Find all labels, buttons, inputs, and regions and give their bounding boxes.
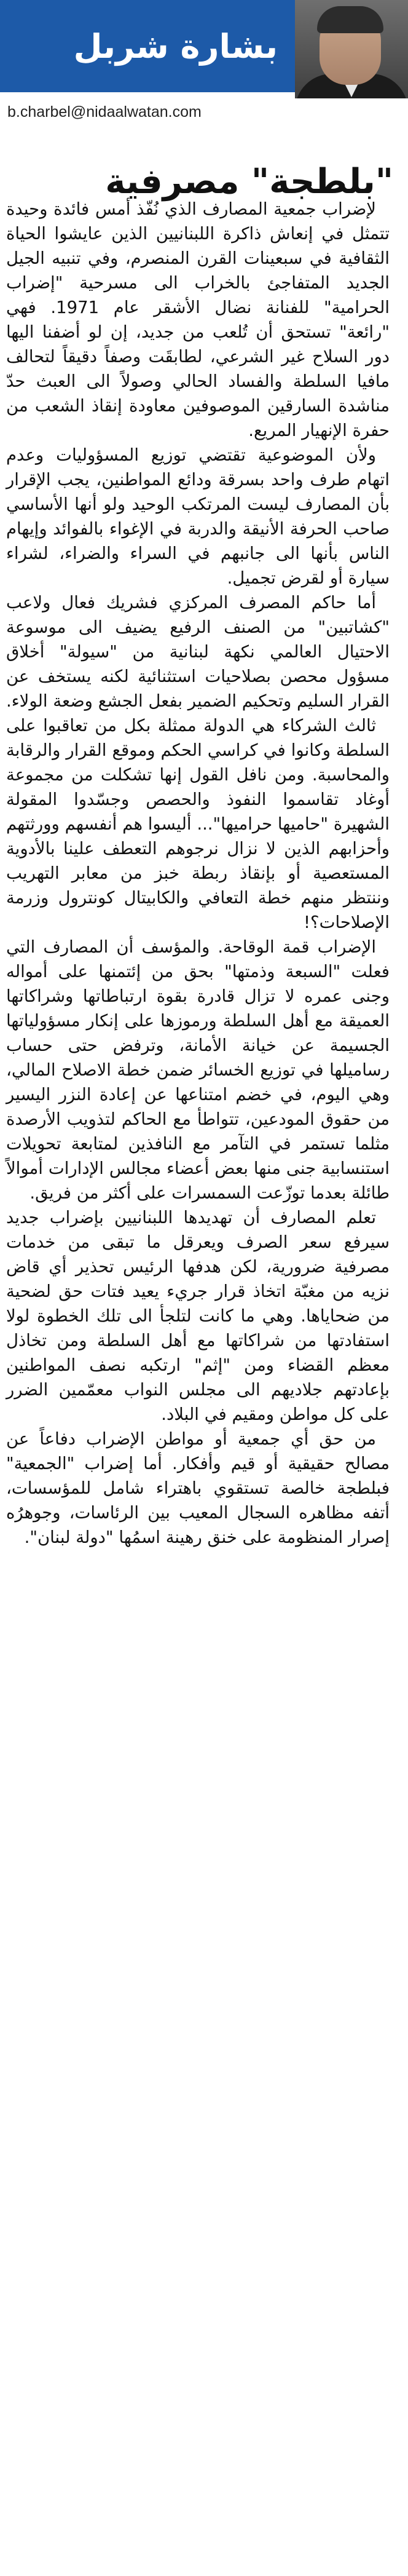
author-name-band bbox=[0, 0, 295, 92]
column-header bbox=[0, 0, 408, 101]
article-paragraph: ثالث الشركاء هي الدولة ممثلة بكل من تعاقبوا على السلطة وكانوا في كراسي الحكم وموقع القرار والرقابة والمحاسبة. ومن نافل القول إنها تشكلت من مجموعة أوغاد تقاسموا النفوذ والحصص وجسّدوا المقولة الشهيرة "حاميها حراميها"... أليسوا هم أنفسهم وورثتهم وأحزابهم الذين لا نزال نرجوهم التعطف علينا بالأدوية المستعصية أو بإنقاذ ربطة خبز من معابر التهريب وننتظر منهم خطة التعافي والكابيتال كونترول وزرمة الإصلاحات؟! bbox=[6, 716, 390, 932]
author-photo-hair bbox=[317, 6, 383, 33]
article-body bbox=[6, 197, 390, 1550]
article-paragraph: أما حاكم المصرف المركزي فشريك فعال ولاعب "كشاتبين" من الصنف الرفيع يضيف الى موسوعة الاحتيال العالمي نكهة لبنانية من "سيولة" أخلاق مسؤول محصن بصلاحيات استثنائية لكنه يستخف عن القرار السليم وتحكيم الضمير بفعل الجشع وضعة الولاء. bbox=[6, 593, 390, 711]
article-paragraph: لإضراب جمعية المصارف الذي نُفّذ أمس فائدة وحيدة تتمثل في إنعاش ذاكرة اللبنانيين الذين عايشوا الحياة الثقافية في سبعينات القرن المنصرم، وفي تنبيه الجيل الجديد المتفاجئ بالخراب الى مسرحية "إضراب الحرامية" للفنانة نضال الأشقر عام 1971. فهي "رائعة" تستحق أن تُلعب من جديد، إن لو أضفنا اليها دور السلاح غير الشرعي، لطابقَت وصفاً دقيقاً لتحالف مافيا السلطة والفساد الحالي وصولاً الى العبث حدّ مناشدة السارقين الموصوفين معاودة إنقاذ الشعب من حفرة الإنهيار المريع. bbox=[6, 199, 390, 440]
article-title: "بلطجة" مصرفية bbox=[105, 161, 393, 202]
author-name: بشارة شربل bbox=[73, 26, 278, 66]
author-photo bbox=[295, 0, 408, 98]
article-paragraph: من حق أي جمعية أو مواطن الإضراب دفاعاً عن مصالح حقيقية أو قيم وأفكار. أما إضراب "الجمعية" فبلطجة خالصة تستقوي باهتراء شامل للمؤسسات، أتفه مظاهره السجال المعيب بين الرئاسات، وجوهرُه إصرار المنظومة على خنق رهينة اسمُها "دولة لبنان". bbox=[6, 1429, 390, 1547]
author-email[interactable]: b.charbel@nidaalwatan.com bbox=[7, 103, 202, 121]
article-paragraph: الإضراب قمة الوقاحة. والمؤسف أن المصارف التي فعلت "السبعة وذمتها" بحق من إئتمنها على أمواله وجنى عمره لا تزال قادرة بقوة ارتباطاتها وشراكاتها العميقة مع أهل السلطة ورموزها على إنكار مسؤولياتها الجسيمة عن خيانة الأمانة، وترفض حتى حساب رساميلها في توزيع الخسائر ضمن خطة الاصلاح المالي، وهي اليوم، في خضم امتناعها عن إعادة النزر اليسير من حقوق المودعين، تتواطأ مع الحاكم لتذويب الأرصدة مثلما تستمر في التآمر مع النافذين لمتابعة تحويلات استنسابية جنى منها بعض أعضاء مجالس الإدارات أموالاً طائلة بعدما توزّعت السمسرات على أكثر من فريق. bbox=[6, 937, 390, 1203]
article-paragraph: تعلم المصارف أن تهديدها اللبنانيين بإضراب جديد سيرفع سعر الصرف ويعرقل ما تبقى من خدمات مصرفية ضرورية، لكن هدفها الرئيس تحذير أي قاض نزيه من مغبّة اتخاذ قرار جريء يعيد فتات حق لضحية من ضحاياها. وهي ما كانت لتلجأ الى تلك الخطوة لولا استفادتها من شراكاتها مع أهل السلطة ومن تخاذل معظم القضاء ومن "إثم" ارتكبه نصف المواطنين بإعادتهم جلاديهم الى مجلس النواب معمّمين الضرر على كل مواطن ومقيم في البلاد. bbox=[6, 1208, 390, 1424]
article-paragraph: ولأن الموضوعية تقتضي توزيع المسؤوليات وعدم اتهام طرف واحد بسرقة ودائع المواطنين، يجب الإقرار بأن المصارف ليست المرتكب الوحيد ولو أنها الأساسي صاحب الحرفة الأنيقة والدربة في الإغواء بالفوائد وإيهام الناس بأنها الى جانبهم في السراء والضراء، لشراء سيارة أو لقرض تجميل. bbox=[6, 445, 390, 588]
